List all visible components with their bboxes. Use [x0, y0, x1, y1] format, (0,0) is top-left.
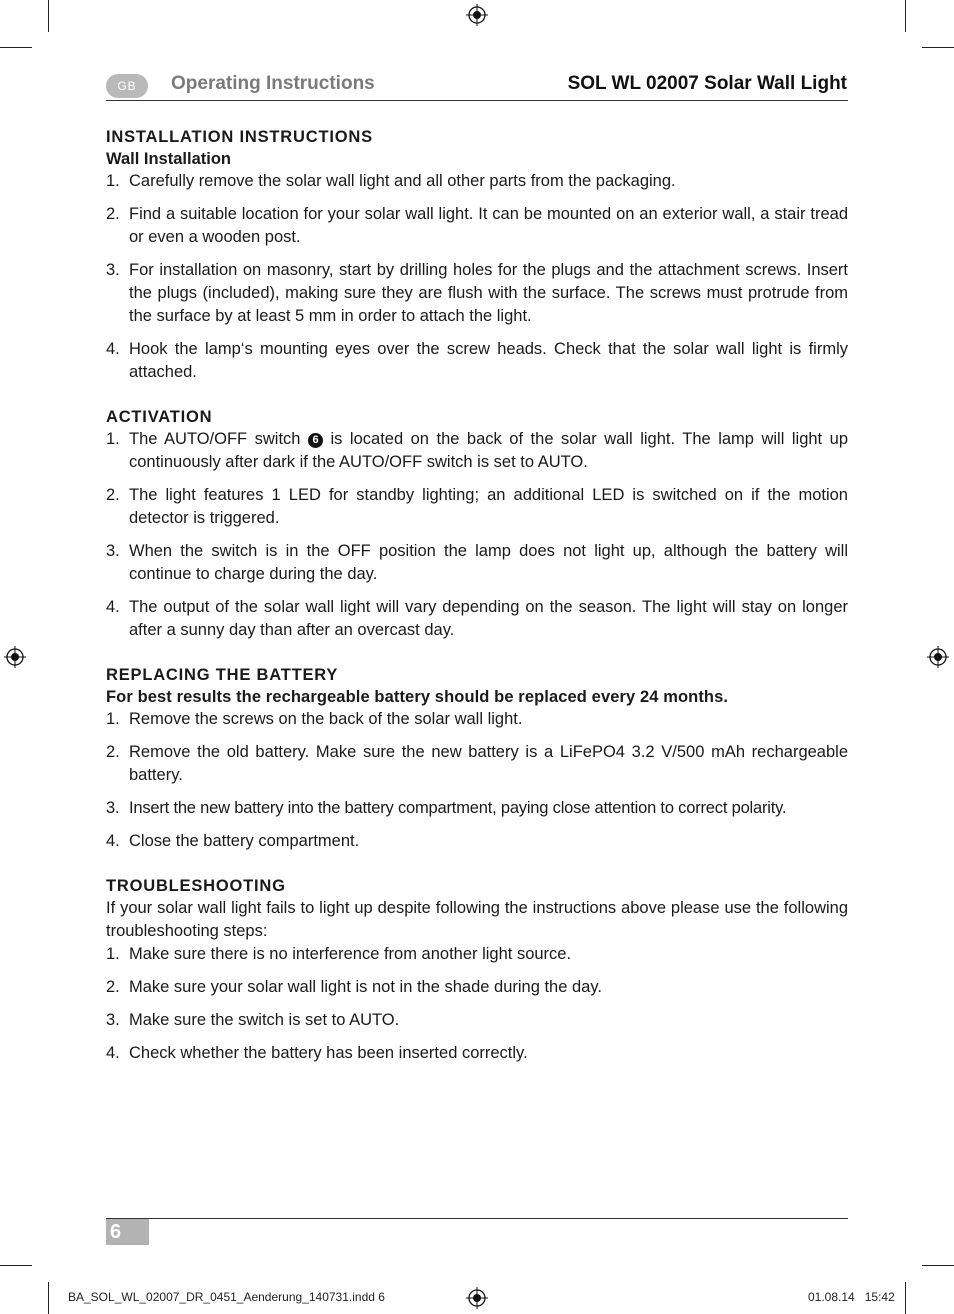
section-heading: REPLACING THE BATTERY [106, 666, 339, 684]
section-heading: INSTALLATION INSTRUCTIONS [106, 128, 373, 146]
section-battery [106, 664, 848, 853]
list-item [106, 830, 848, 853]
list-item [106, 203, 848, 249]
list-text: Remove the screws on the back of the solar wall light. [129, 710, 523, 728]
list-item [106, 170, 848, 193]
language-badge: GB [106, 74, 148, 98]
list-text: Hook the lamp‘s mounting eyes over the screw heads. Check that the solar wall light is firmly attached. [129, 340, 848, 381]
list-item [106, 428, 848, 474]
list-item [106, 943, 848, 966]
list-text: Make sure your solar wall light is not in the shade during the day. [129, 978, 602, 996]
section-activation [106, 406, 848, 642]
list-text: Remove the old battery. Make sure the new battery is a LiFePO4 3.2 V/500 mAh rechargeable battery. [129, 743, 848, 784]
list-number: 1. [106, 430, 120, 448]
list-number: 3. [106, 1011, 120, 1029]
registration-mark-icon [4, 646, 26, 668]
list-item [106, 741, 848, 787]
header-title: Operating Instructions [171, 73, 375, 94]
list-text: For installation on masonry, start by drilling holes for the plugs and the attachment screws. Insert the plugs (included), making sure they are flush with the surface. The screws must protrude from the surface by at least 5 mm in order to attach the light. [129, 261, 848, 325]
crop-mark [922, 1265, 954, 1266]
list-number: 3. [106, 542, 120, 560]
battery-steps [106, 708, 848, 853]
crop-mark [0, 47, 32, 48]
list-item [106, 540, 848, 586]
list-number: 2. [106, 205, 120, 223]
installation-steps [106, 170, 848, 384]
crop-mark [48, 0, 49, 32]
list-number: 4. [106, 832, 120, 850]
list-text: The AUTO/OFF switch [129, 430, 308, 448]
header-divider [106, 100, 848, 101]
callout-number-icon: 6 [308, 433, 323, 448]
list-item [106, 596, 848, 642]
list-text: Make sure there is no interference from another light source. [129, 945, 572, 963]
list-number: 2. [106, 978, 120, 996]
list-number: 3. [106, 799, 120, 817]
list-text: When the switch is in the OFF position the lamp does not light up, although the battery will continue to charge during the day. [129, 542, 848, 583]
list-text: Find a suitable location for your solar wall light. It can be mounted on an exterior wall, a stair tread or even a wooden post. [129, 205, 848, 246]
crop-mark [905, 0, 906, 32]
list-item [106, 708, 848, 731]
list-item [106, 1009, 848, 1032]
crop-mark [48, 1282, 49, 1314]
list-number: 2. [106, 743, 120, 761]
activation-steps [106, 428, 848, 642]
list-item [106, 797, 848, 820]
list-text: The output of the solar wall light will vary depending on the season. The light will stay on longer after a sunny day than after an overcast day. [129, 598, 848, 639]
list-item [106, 1042, 848, 1065]
section-troubleshooting [106, 875, 848, 1065]
crop-mark [905, 1282, 906, 1314]
list-number: 4. [106, 1044, 120, 1062]
registration-mark-icon [466, 1287, 488, 1309]
list-text: The light features 1 LED for standby lighting; an additional LED is switched on if the motion detector is triggered. [129, 486, 848, 527]
section-lead: For best results the rechargeable battery should be replaced every 24 months. [106, 688, 729, 706]
list-number: 1. [106, 710, 120, 728]
list-text: Check whether the battery has been inserted correctly. [129, 1044, 528, 1062]
list-item [106, 976, 848, 999]
list-text: Close the battery compartment. [129, 832, 360, 850]
list-number: 1. [106, 172, 120, 190]
section-installation [106, 126, 848, 384]
crop-mark [922, 47, 954, 48]
list-number: 2. [106, 486, 120, 504]
list-text: Make sure the switch is set to AUTO. [129, 1011, 400, 1029]
crop-mark [0, 1265, 32, 1266]
header-product-name: SOL WL 02007 Solar Wall Light [567, 73, 847, 94]
section-intro: If your solar wall light fails to light up despite following the instructions above please use the following troubleshooting steps: [106, 899, 848, 940]
page-number: 6 [106, 1219, 149, 1245]
list-text: is located on the back of the solar wall light. The lamp will light up continuously after dark if the AUTO/OFF switch is set to AUTO. [129, 430, 849, 471]
print-slug-filename: BA_SOL_WL_02007_DR_0451_Aenderung_140731.indd 6 [68, 1290, 385, 1304]
registration-mark-icon [927, 646, 949, 668]
list-number: 3. [106, 261, 120, 279]
list-number: 4. [106, 340, 120, 358]
print-slug-date: 01.08.14 15:42 [808, 1290, 895, 1304]
troubleshooting-steps [106, 943, 848, 1065]
list-number: 1. [106, 945, 120, 963]
footer-divider [106, 1218, 848, 1219]
list-text: Insert the new battery into the battery compartment, paying close attention to correct polarity. [129, 799, 787, 817]
registration-mark-icon [466, 4, 488, 26]
section-subheading: Wall Installation [106, 150, 231, 168]
section-heading: TROUBLESHOOTING [106, 877, 286, 895]
list-item [106, 259, 848, 328]
list-item [106, 338, 848, 384]
list-number: 4. [106, 598, 120, 616]
list-item [106, 484, 848, 530]
section-heading: ACTIVATION [106, 408, 213, 426]
list-text: Carefully remove the solar wall light and all other parts from the packaging. [129, 172, 676, 190]
page-content [106, 126, 848, 1087]
